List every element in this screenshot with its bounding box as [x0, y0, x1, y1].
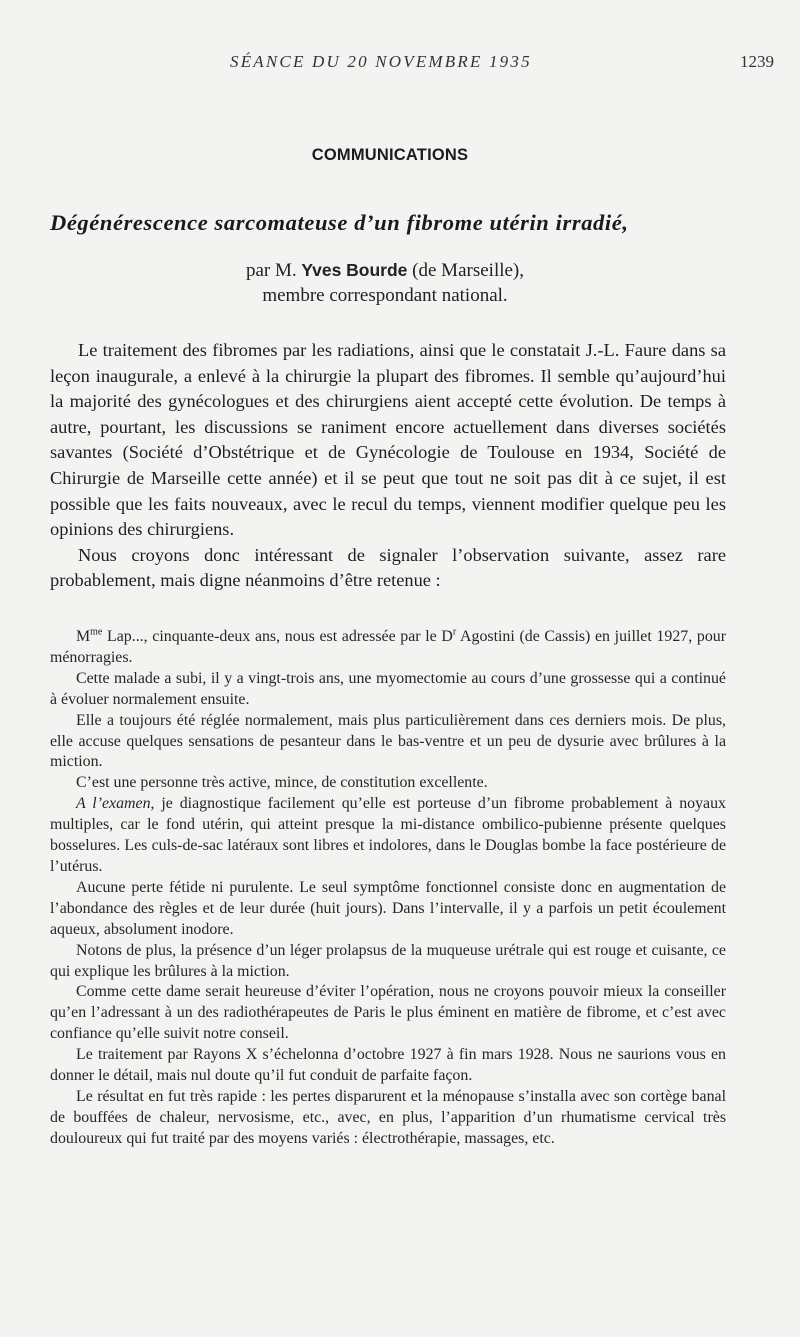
page-number: 1239 — [740, 52, 774, 71]
case-paragraph: Le résultat en fut très rapide : les pertes disparurent et la ménopause s’installa avec son cortège banal de bouffées de chaleur, nervosisme, etc., avec, en plus, l’apparition d’un rhumatisme cervical très douloureux qui fut traité par des moyens variés : électrothérapie, massages, etc. — [50, 1087, 726, 1147]
case-abbrev-sup: me — [90, 626, 103, 638]
case-paragraph: Comme cette dame serait heureuse d’éviter l’opération, nous ne croyons pouvoir mieux la conseiller qu’en l’adressant à un des radiothérapeutes de Paris le plus éminent en matière de fibrome, et c’est avec confiance qu’elle suivit notre conseil. — [50, 983, 726, 1043]
running-title: SÉANCE DU 20 NOVEMBRE 1935 — [230, 52, 532, 71]
intro-paragraph: Nous croyons donc intéressant de signaler l’observation suivante, assez rare probablement, mais digne néanmoins d’être retenue : — [50, 544, 726, 591]
author-name: Yves Bourde — [301, 260, 408, 280]
case-text: , je diagnostique facilement qu’elle est porteuse d’un fibrome probablement à noyaux multiples, car le fond utérin, qui atteint presque la mi-distance ombilico-pubienne présente quelques bosselures. Les culs-de-sac latéraux sont libres et indolores, dans le Douglas bombe la face postérieure de l’utérus. — [50, 795, 727, 875]
case-text: Agostini (de Cassis) en juillet 1927, pour ménorragies. — [50, 628, 726, 666]
case-text: Lap..., cinquante-deux ans, nous est adressée par le D — [102, 628, 453, 645]
case-report — [50, 627, 726, 1150]
case-paragraph — [50, 627, 726, 669]
case-abbrev: M — [76, 628, 91, 645]
case-paragraph: Cette malade a subi, il y a vingt-trois ans, une myomectomie au cours d’une grossesse qui a continué à évoluer normalement ensuite. — [50, 669, 726, 708]
case-paragraph — [50, 794, 726, 878]
case-dr-sup: r — [452, 626, 457, 638]
byline — [0, 258, 770, 308]
byline-prefix: par M. — [245, 260, 297, 281]
case-paragraph: Elle a toujours été réglée normalement, mais plus particulièrement dans ces derniers mois. De plus, elle accuse quelques sensations de pesanteur dans le bas-ventre et un peu de dysurie avec brûlures à la miction. — [50, 711, 726, 771]
case-paragraph: Notons de plus, la présence d’un léger prolapsus de la muqueuse urétrale qui est rouge et cuisante, ce qui explique les brûlures à la miction. — [50, 941, 726, 980]
running-header — [0, 52, 800, 76]
case-paragraph: Aucune perte fétide ni purulente. Le seul symptôme fonctionnel consiste donc en augmentation de l’abondance des règles et de leur durée (huit jours). Dans l’intervalle, il y a parfois un petit écoulement aqueux, absolument inodore. — [50, 878, 726, 938]
intro-text — [50, 338, 726, 594]
byline-suffix: (de Marseille), — [412, 260, 525, 281]
article-title: Dégénérescence sarcomateuse d’un fibrome utérin irradié, — [50, 210, 629, 235]
case-paragraph: C’est une personne très active, mince, de constitution excellente. — [76, 774, 488, 792]
case-italic: A l’examen — [76, 795, 151, 813]
intro-paragraph: Le traitement des fibromes par les radiations, ainsi que le constatait J.-L. Faure dans sa leçon inaugurale, a enlevé à la chirurgie la plupart des fibromes. Il semble qu’aujourd’hui la majorité des gynécologues et des chirurgiens aient accepté cette évolution. De temps à autre, pourtant, les discussions se raniment encore actuellement dans diverses sociétés savantes (Société d’Obstétrique et de Gynécologie de Toulouse en 1934, Société de Chirurgie de Marseille cette année) et il se peut que tout ne soit pas dit à ce sujet, il est possible que les faits nouveaux, avec le recul du temps, viennent modifier quelque peu les opinions des chirurgiens. — [50, 340, 726, 540]
section-heading: COMMUNICATIONS — [311, 146, 469, 164]
author-affiliation: membre correspondant national. — [262, 285, 508, 306]
case-paragraph: Le traitement par Rayons X s’échelonna d’octobre 1927 à fin mars 1928. Nous ne saurions vous en donner le détail, mais nul doute qu’il fut conduit de parfaite façon. — [50, 1046, 726, 1085]
byline-author-line — [0, 258, 770, 283]
